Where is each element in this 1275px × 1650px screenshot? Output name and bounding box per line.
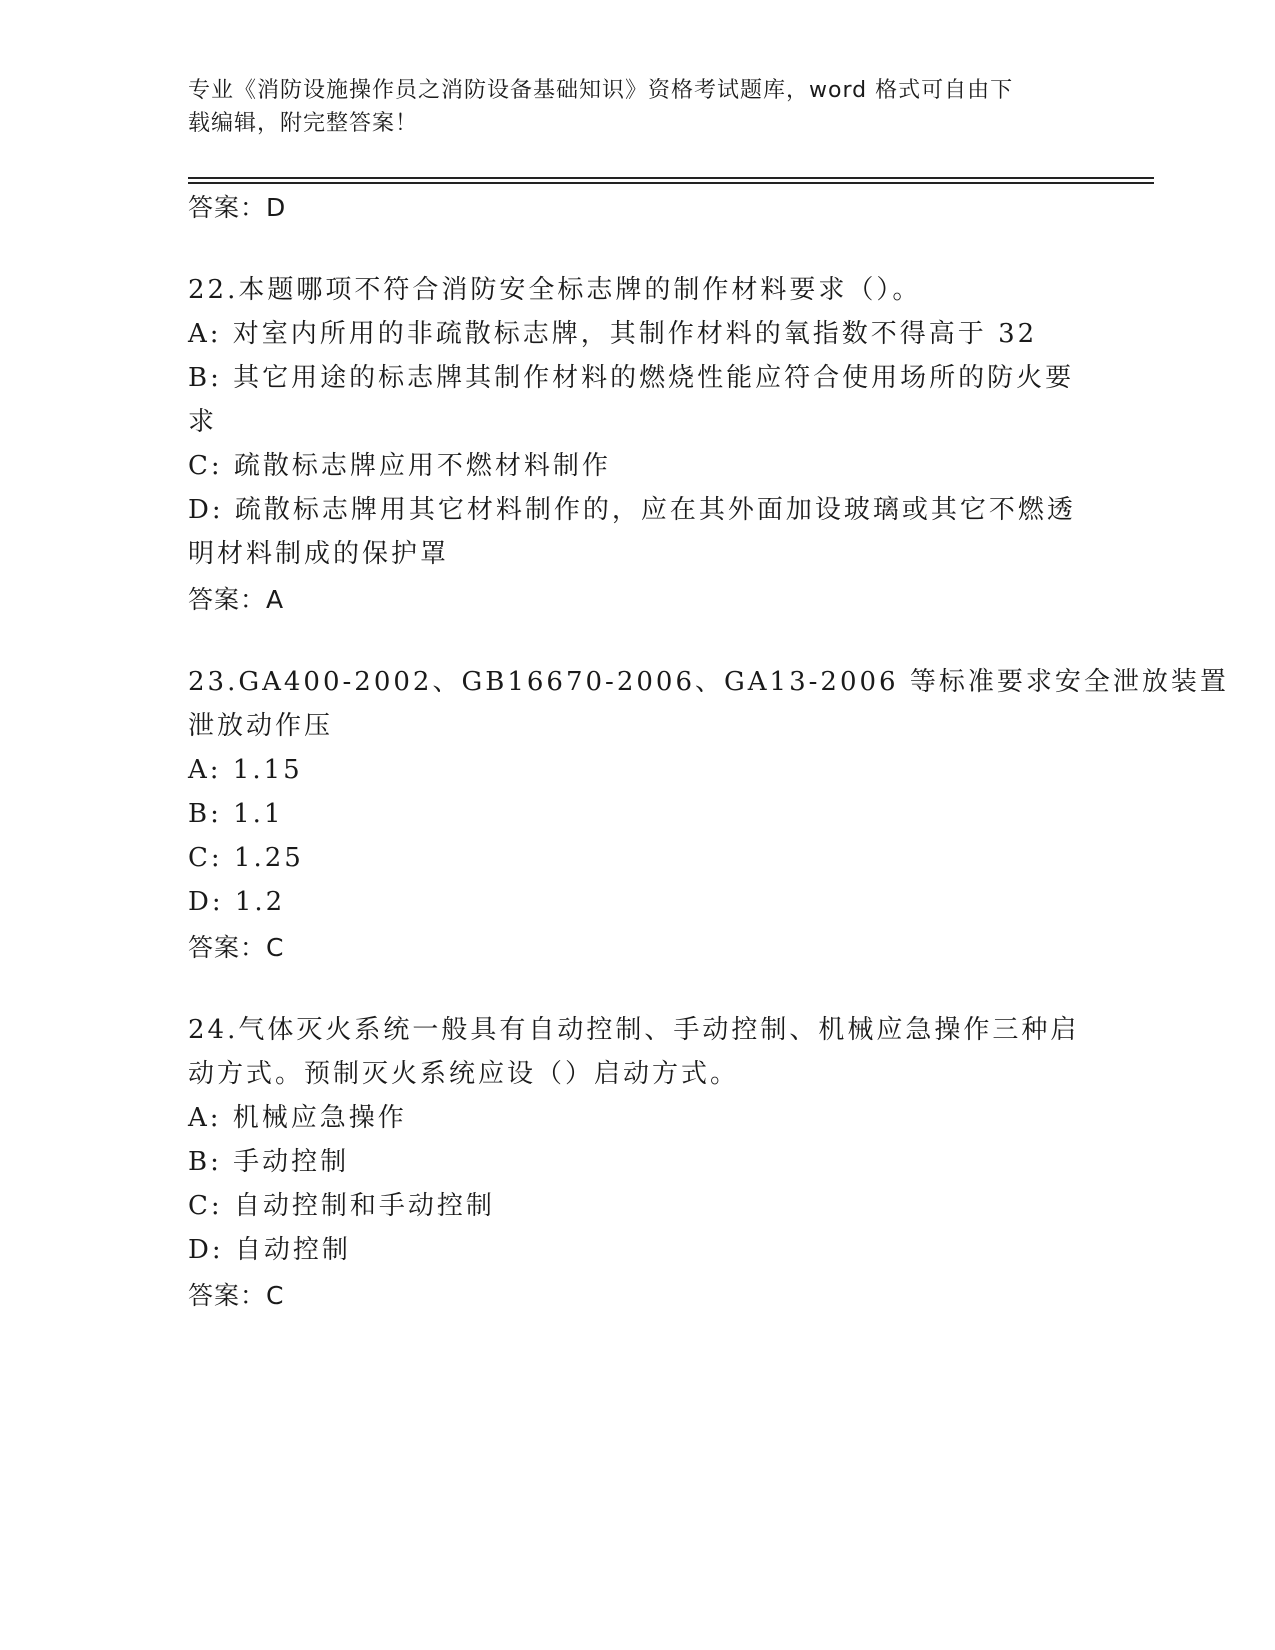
header-line-1: 专业《消防设施操作员之消防设备基础知识》资格考试题库，word 格式可自由下 <box>188 78 1014 103</box>
question-23-answer: 答案：C <box>188 933 285 962</box>
question-23-stem: 23.GA400-2002、GB16670-2006、GA13-2006 等标准要求安全泄放装置 <box>188 667 1229 697</box>
question-22-option-a: A: 对室内所用的非疏散标志牌，其制作材料的氧指数不得高于 32 <box>188 319 1038 349</box>
question-24-option-b: B: 手动控制 <box>188 1147 350 1177</box>
question-22-option-b-cont: 求 <box>188 407 218 437</box>
document-header <box>188 74 1068 140</box>
question-24-option-d: D: 自动控制 <box>188 1235 351 1265</box>
question-23-stem-cont: 泄放动作压 <box>188 711 334 741</box>
question-24-stem: 24.气体灭火系统一般具有自动控制、手动控制、机械应急操作三种启 <box>188 1015 1080 1045</box>
question-23-option-b: B: 1.1 <box>188 799 284 829</box>
question-23-option-d: D: 1.2 <box>188 887 286 917</box>
header-line-2: 载编辑，附完整答案！ <box>188 111 419 136</box>
question-23-option-c: C: 1.25 <box>188 843 304 873</box>
question-24-answer: 答案：C <box>188 1281 285 1310</box>
question-23-option-a: A: 1.15 <box>188 755 303 785</box>
question-22-option-d: D: 疏散标志牌用其它材料制作的，应在其外面加设玻璃或其它不燃透 <box>188 495 1076 525</box>
question-24-stem-cont: 动方式。预制灭火系统应设（）启动方式。 <box>188 1059 740 1089</box>
question-24-option-a: A: 机械应急操作 <box>188 1103 407 1133</box>
question-22-answer: 答案：A <box>188 585 285 614</box>
header-divider-top <box>188 177 1154 179</box>
question-24-option-c: C: 自动控制和手动控制 <box>188 1191 495 1221</box>
header-divider-bottom <box>188 182 1154 184</box>
question-22-stem: 22.本题哪项不符合消防安全标志牌的制作材料要求（）。 <box>188 275 922 305</box>
question-22-option-b: B: 其它用途的标志牌其制作材料的燃烧性能应符合使用场所的防火要 <box>188 363 1075 393</box>
previous-answer: 答案：D <box>188 193 287 222</box>
question-22-option-c: C: 疏散标志牌应用不燃材料制作 <box>188 451 611 481</box>
question-22-option-d-cont: 明材料制成的保护罩 <box>188 539 450 569</box>
